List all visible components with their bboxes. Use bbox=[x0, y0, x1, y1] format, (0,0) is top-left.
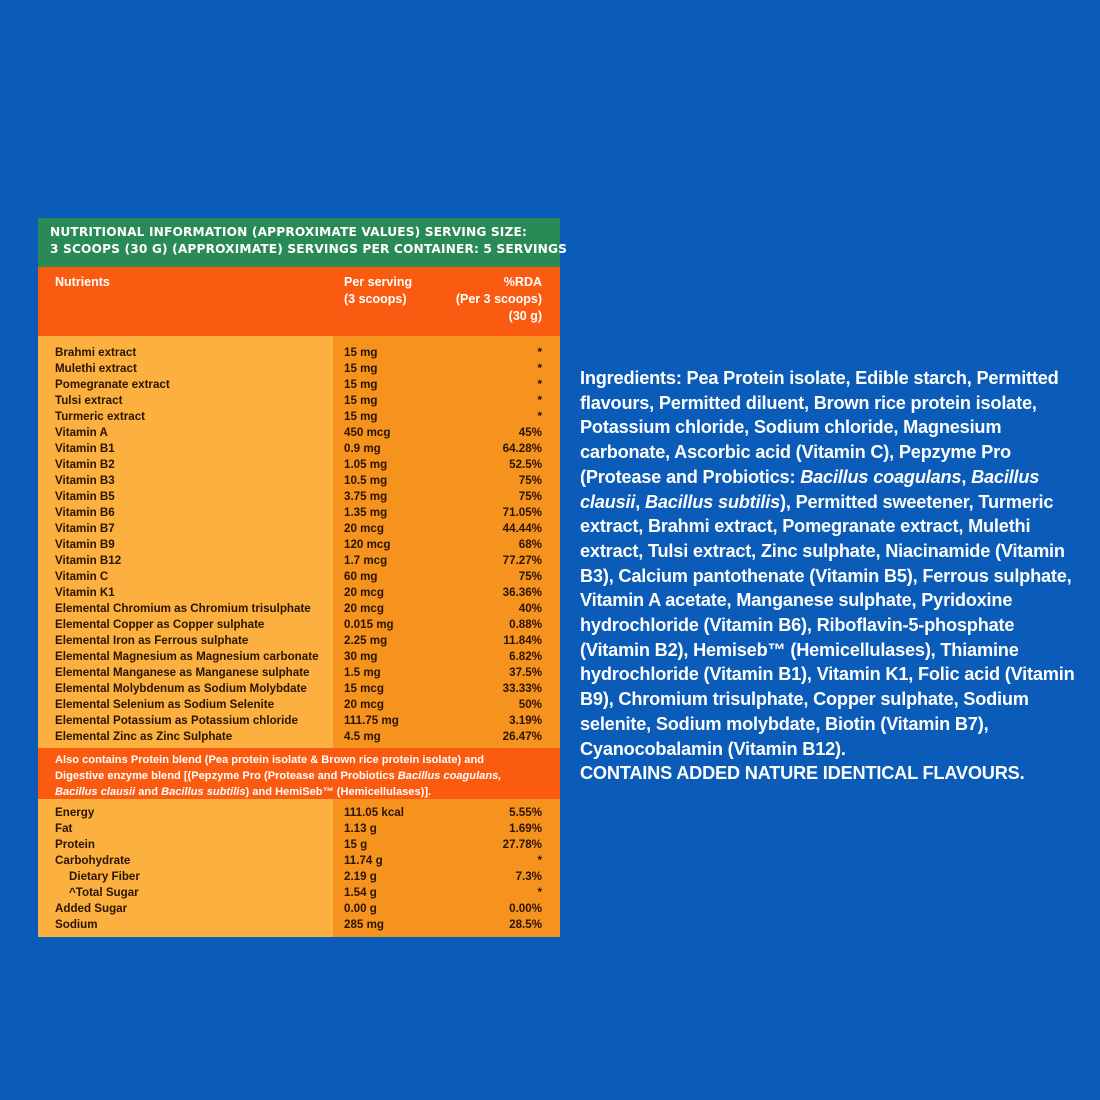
nutrient-row bbox=[38, 441, 560, 457]
per-serving-value: 111.05 kcal bbox=[344, 806, 404, 819]
per-serving-value: 120 mcg bbox=[344, 538, 391, 551]
note-line-3a: Bacillus clausii bbox=[55, 786, 136, 798]
per-serving-value: 0.015 mg bbox=[344, 618, 394, 631]
per-serving-value: 15 mcg bbox=[344, 682, 384, 695]
rda-value: 75% bbox=[518, 570, 542, 583]
per-serving-value: 20 mcg bbox=[344, 522, 384, 535]
col-rda bbox=[456, 274, 542, 325]
nutrient-row bbox=[38, 601, 560, 617]
macros-table bbox=[38, 799, 560, 937]
nutrient-name: Turmeric extract bbox=[55, 410, 145, 423]
per-serving-value: 30 mg bbox=[344, 650, 378, 663]
nutrient-row bbox=[38, 633, 560, 649]
col-per-serving-line1: Per serving bbox=[344, 275, 413, 289]
per-serving-value: 1.13 g bbox=[344, 822, 377, 835]
ingr-line-5c: , bbox=[961, 466, 972, 487]
nutrient-name: Protein bbox=[55, 838, 95, 851]
nutrient-row bbox=[38, 505, 560, 521]
per-serving-value: 1.05 mg bbox=[344, 458, 388, 471]
nutrient-name: Vitamin B5 bbox=[55, 490, 115, 503]
ingr-line-5d: Bacillus bbox=[971, 466, 1040, 487]
rda-value: * bbox=[537, 346, 542, 359]
rda-value: * bbox=[537, 410, 542, 423]
nutrient-name: Elemental Manganese as Manganese sulphate bbox=[55, 666, 310, 679]
rda-value: 50% bbox=[518, 698, 542, 711]
macro-row bbox=[38, 869, 560, 885]
per-serving-value: 11.74 g bbox=[344, 854, 383, 867]
nutrient-row bbox=[38, 345, 560, 361]
note-line-2 bbox=[55, 768, 554, 784]
note-line-2a: Digestive enzyme blend [(Pepzyme Pro (Protease and Probiotics bbox=[55, 770, 398, 782]
ingr-line-10: Vitamin A acetate, Manganese sulphate, Pyridoxine bbox=[580, 590, 1013, 611]
rda-value: 45% bbox=[518, 426, 542, 439]
nutrient-row bbox=[38, 713, 560, 729]
ingr-line-14: B9), Chromium trisulphate, Copper sulphate, Sodium bbox=[580, 689, 1029, 710]
nutrient-row bbox=[38, 457, 560, 473]
nutrient-name: Elemental Copper as Copper sulphate bbox=[55, 618, 265, 631]
rda-value: 75% bbox=[518, 490, 542, 503]
rda-value: 7.3% bbox=[515, 870, 542, 883]
rda-value: 27.78% bbox=[502, 838, 542, 851]
note-line-3c: Bacillus subtilis bbox=[161, 786, 246, 798]
nutrient-name: Mulethi extract bbox=[55, 362, 137, 375]
per-serving-value: 20 mcg bbox=[344, 586, 384, 599]
per-serving-value: 15 mg bbox=[344, 394, 378, 407]
macro-row bbox=[38, 885, 560, 901]
ingr-line-7: extract, Brahmi extract, Pomegranate extract, Mulethi bbox=[580, 516, 1031, 537]
nutrient-row bbox=[38, 393, 560, 409]
header-line-2: 3 SCOOPS (30 G) (APPROXIMATE) SERVINGS PER CONTAINER: 5 SERVINGS bbox=[50, 241, 568, 256]
ingr-line-2: flavours, Permitted diluent, Brown rice protein isolate, bbox=[580, 392, 1037, 413]
nutrient-name: Vitamin B7 bbox=[55, 522, 115, 535]
ingr-line-1-text: Pea Protein isolate, Edible starch, Permitted bbox=[681, 368, 1059, 388]
rda-value: 33.33% bbox=[502, 682, 542, 695]
per-serving-value: 2.19 g bbox=[344, 870, 377, 883]
nutrient-name: Vitamin B12 bbox=[55, 554, 122, 567]
nutrient-row bbox=[38, 617, 560, 633]
nutrient-name: Carbohydrate bbox=[55, 854, 131, 867]
rda-value: * bbox=[537, 362, 542, 375]
per-serving-value: 285 mg bbox=[344, 918, 384, 931]
per-serving-value: 4.5 mg bbox=[344, 730, 381, 743]
nutrient-name: Vitamin K1 bbox=[55, 586, 115, 599]
col-rda-line3: (30 g) bbox=[508, 309, 542, 323]
rda-value: 5.55% bbox=[509, 806, 542, 819]
per-serving-value: 450 mcg bbox=[344, 426, 391, 439]
nutrient-name: Vitamin A bbox=[55, 426, 108, 439]
macro-row bbox=[38, 901, 560, 917]
rda-value: * bbox=[537, 854, 542, 867]
nutrient-name: Energy bbox=[55, 806, 95, 819]
rda-value: 71.05% bbox=[502, 506, 542, 519]
ingr-line-6 bbox=[580, 490, 1080, 515]
per-serving-value: 0.9 mg bbox=[344, 442, 381, 455]
nutrient-row bbox=[38, 425, 560, 441]
rda-value: 36.36% bbox=[502, 586, 542, 599]
nutrient-name: Tulsi extract bbox=[55, 394, 123, 407]
per-serving-value: 15 mg bbox=[344, 378, 378, 391]
nutrient-name: Fat bbox=[55, 822, 73, 835]
rda-value: 28.5% bbox=[509, 918, 542, 931]
ingr-line-6c: Bacillus subtilis bbox=[644, 491, 781, 512]
rda-value: 40% bbox=[518, 602, 542, 615]
per-serving-value: 60 mg bbox=[344, 570, 378, 583]
nutrient-name: Brahmi extract bbox=[55, 346, 137, 359]
rda-value: 37.5% bbox=[509, 666, 542, 679]
rda-value: 26.47% bbox=[502, 730, 542, 743]
note-line-2b: Bacillus coagulans, bbox=[397, 770, 502, 782]
per-serving-value: 15 mg bbox=[344, 346, 378, 359]
nutrient-row bbox=[38, 649, 560, 665]
nutrient-row bbox=[38, 553, 560, 569]
nutrient-name: Vitamin B3 bbox=[55, 474, 115, 487]
nutrient-row bbox=[38, 729, 560, 745]
rda-value: * bbox=[537, 394, 542, 407]
nutrient-row bbox=[38, 569, 560, 585]
ingr-line-3: Potassium chloride, Sodium chloride, Magnesium bbox=[580, 417, 1002, 438]
rda-value: * bbox=[537, 378, 542, 391]
nutrient-name: Elemental Magnesium as Magnesium carbonate bbox=[55, 650, 319, 663]
nutrient-row bbox=[38, 521, 560, 537]
macro-row bbox=[38, 917, 560, 933]
col-per-serving-line2: (3 scoops) bbox=[344, 292, 407, 306]
ingr-line-9: B3), Calcium pantothenate (Vitamin B5), Ferrous sulphate, bbox=[580, 565, 1072, 586]
note-line-3b: and bbox=[135, 786, 162, 798]
rda-value: 77.27% bbox=[502, 554, 542, 567]
macro-row bbox=[38, 837, 560, 853]
note-line-3 bbox=[55, 784, 554, 800]
nutrition-header bbox=[38, 218, 568, 267]
ingr-line-15: selenite, Sodium molybdate, Biotin (Vitamin B7), bbox=[580, 713, 989, 734]
per-serving-value: 10.5 mg bbox=[344, 474, 388, 487]
per-serving-value: 1.35 mg bbox=[344, 506, 388, 519]
ingr-line-5b: Bacillus coagulans bbox=[800, 466, 962, 487]
nutrient-row bbox=[38, 473, 560, 489]
nutrient-name: Vitamin B9 bbox=[55, 538, 115, 551]
nutrient-row bbox=[38, 377, 560, 393]
rda-value: 11.84% bbox=[503, 634, 542, 647]
nutrient-name: Elemental Potassium as Potassium chloride bbox=[55, 714, 298, 727]
ingr-line-13: hydrochloride (Vitamin B1), Vitamin K1, Folic acid (Vitamin bbox=[580, 664, 1075, 685]
per-serving-value: 2.25 mg bbox=[344, 634, 388, 647]
ingr-line-5a: (Protease and Probiotics: bbox=[580, 466, 801, 487]
col-per-serving bbox=[344, 274, 412, 308]
per-serving-value: 20 mcg bbox=[344, 602, 384, 615]
per-serving-value: 15 mg bbox=[344, 410, 378, 423]
blend-note bbox=[38, 748, 560, 799]
rda-value: 0.00% bbox=[509, 902, 542, 915]
nutrient-name: Pomegranate extract bbox=[55, 378, 170, 391]
rda-value: 6.82% bbox=[509, 650, 542, 663]
rda-value: 0.88% bbox=[509, 618, 542, 631]
nutrient-name: Vitamin B1 bbox=[55, 442, 115, 455]
col-nutrients: Nutrients bbox=[55, 275, 110, 289]
col-rda-line1: %RDA bbox=[503, 275, 542, 289]
ingr-line-8: extract, Tulsi extract, Zinc sulphate, Niacinamide (Vitamin bbox=[580, 540, 1065, 561]
macro-row bbox=[38, 805, 560, 821]
per-serving-value: 20 mcg bbox=[344, 698, 384, 711]
note-line-1: Also contains Protein blend (Pea protein isolate & Brown rice protein isolate) and bbox=[55, 754, 485, 766]
rda-value: 44.44% bbox=[502, 522, 542, 535]
nutrient-row bbox=[38, 489, 560, 505]
per-serving-value: 15 mg bbox=[344, 362, 378, 375]
nutrient-row bbox=[38, 681, 560, 697]
col-rda-line2: (Per 3 scoops) bbox=[455, 292, 542, 306]
nutrient-row bbox=[38, 585, 560, 601]
ingredients-text bbox=[580, 366, 1080, 786]
ingr-line-6d: ), Permitted sweetener, Turmeric bbox=[780, 491, 1054, 512]
per-serving-value: 1.54 g bbox=[344, 886, 377, 899]
ingr-line-5 bbox=[580, 465, 1080, 490]
nutrient-name: Elemental Iron as Ferrous sulphate bbox=[55, 634, 249, 647]
nutrient-row bbox=[38, 697, 560, 713]
ingr-line-11: hydrochloride (Vitamin B6), Riboflavin-5-phosphate bbox=[580, 615, 1015, 636]
per-serving-value: 1.5 mg bbox=[344, 666, 381, 679]
ingr-line-16: Cyanocobalamin (Vitamin B12). bbox=[580, 738, 846, 759]
ingredients-label: Ingredients: bbox=[580, 368, 682, 388]
macro-row bbox=[38, 853, 560, 869]
nutrient-name: Vitamin B6 bbox=[55, 506, 115, 519]
nutrient-name: Sodium bbox=[55, 918, 98, 931]
note-line-3d: ) and HemiSeb™ (Hemicellulases)]. bbox=[245, 786, 432, 798]
nutrient-row bbox=[38, 361, 560, 377]
nutrient-name: ^Total Sugar bbox=[69, 886, 139, 899]
nutrient-name: Vitamin B2 bbox=[55, 458, 115, 471]
ingr-line-6b: , bbox=[635, 491, 645, 512]
nutrients-table bbox=[38, 336, 560, 748]
column-headers bbox=[38, 267, 560, 336]
nutrition-panel bbox=[38, 218, 568, 937]
nutrient-name: Added Sugar bbox=[55, 902, 128, 915]
ingr-line-17: CONTAINS ADDED NATURE IDENTICAL FLAVOURS. bbox=[580, 763, 1025, 784]
macro-row bbox=[38, 821, 560, 837]
nutrient-name: Elemental Chromium as Chromium trisulphate bbox=[55, 602, 311, 615]
rda-value: 52.5% bbox=[509, 458, 542, 471]
rda-value: 68% bbox=[518, 538, 542, 551]
rda-value: * bbox=[537, 886, 542, 899]
nutrient-row bbox=[38, 537, 560, 553]
ingr-line-4: carbonate, Ascorbic acid (Vitamin C), Pepzyme Pro bbox=[580, 442, 1011, 463]
rda-value: 64.28% bbox=[502, 442, 542, 455]
per-serving-value: 0.00 g bbox=[344, 902, 377, 915]
rda-value: 75% bbox=[518, 474, 542, 487]
nutrient-name: Dietary Fiber bbox=[69, 870, 140, 883]
rda-value: 3.19% bbox=[509, 714, 542, 727]
per-serving-value: 1.7 mcg bbox=[344, 554, 388, 567]
nutrient-name: Vitamin C bbox=[55, 570, 109, 583]
ingr-line-12: (Vitamin B2), Hemiseb™ (Hemicellulases), Thiamine bbox=[580, 639, 1019, 660]
ingr-line-1 bbox=[580, 366, 1080, 391]
per-serving-value: 111.75 mg bbox=[344, 714, 399, 727]
nutrient-name: Elemental Selenium as Sodium Selenite bbox=[55, 698, 275, 711]
ingr-line-6a: clausii bbox=[580, 491, 636, 512]
per-serving-value: 15 g bbox=[344, 838, 368, 851]
nutrient-name: Elemental Molybdenum as Sodium Molybdate bbox=[55, 682, 307, 695]
nutrient-name: Elemental Zinc as Zinc Sulphate bbox=[55, 730, 233, 743]
nutrient-row bbox=[38, 409, 560, 425]
header-line-1: NUTRITIONAL INFORMATION (APPROXIMATE VALUES) SERVING SIZE: bbox=[50, 225, 527, 239]
rda-value: 1.69% bbox=[509, 822, 542, 835]
nutrient-row bbox=[38, 665, 560, 681]
per-serving-value: 3.75 mg bbox=[344, 490, 388, 503]
